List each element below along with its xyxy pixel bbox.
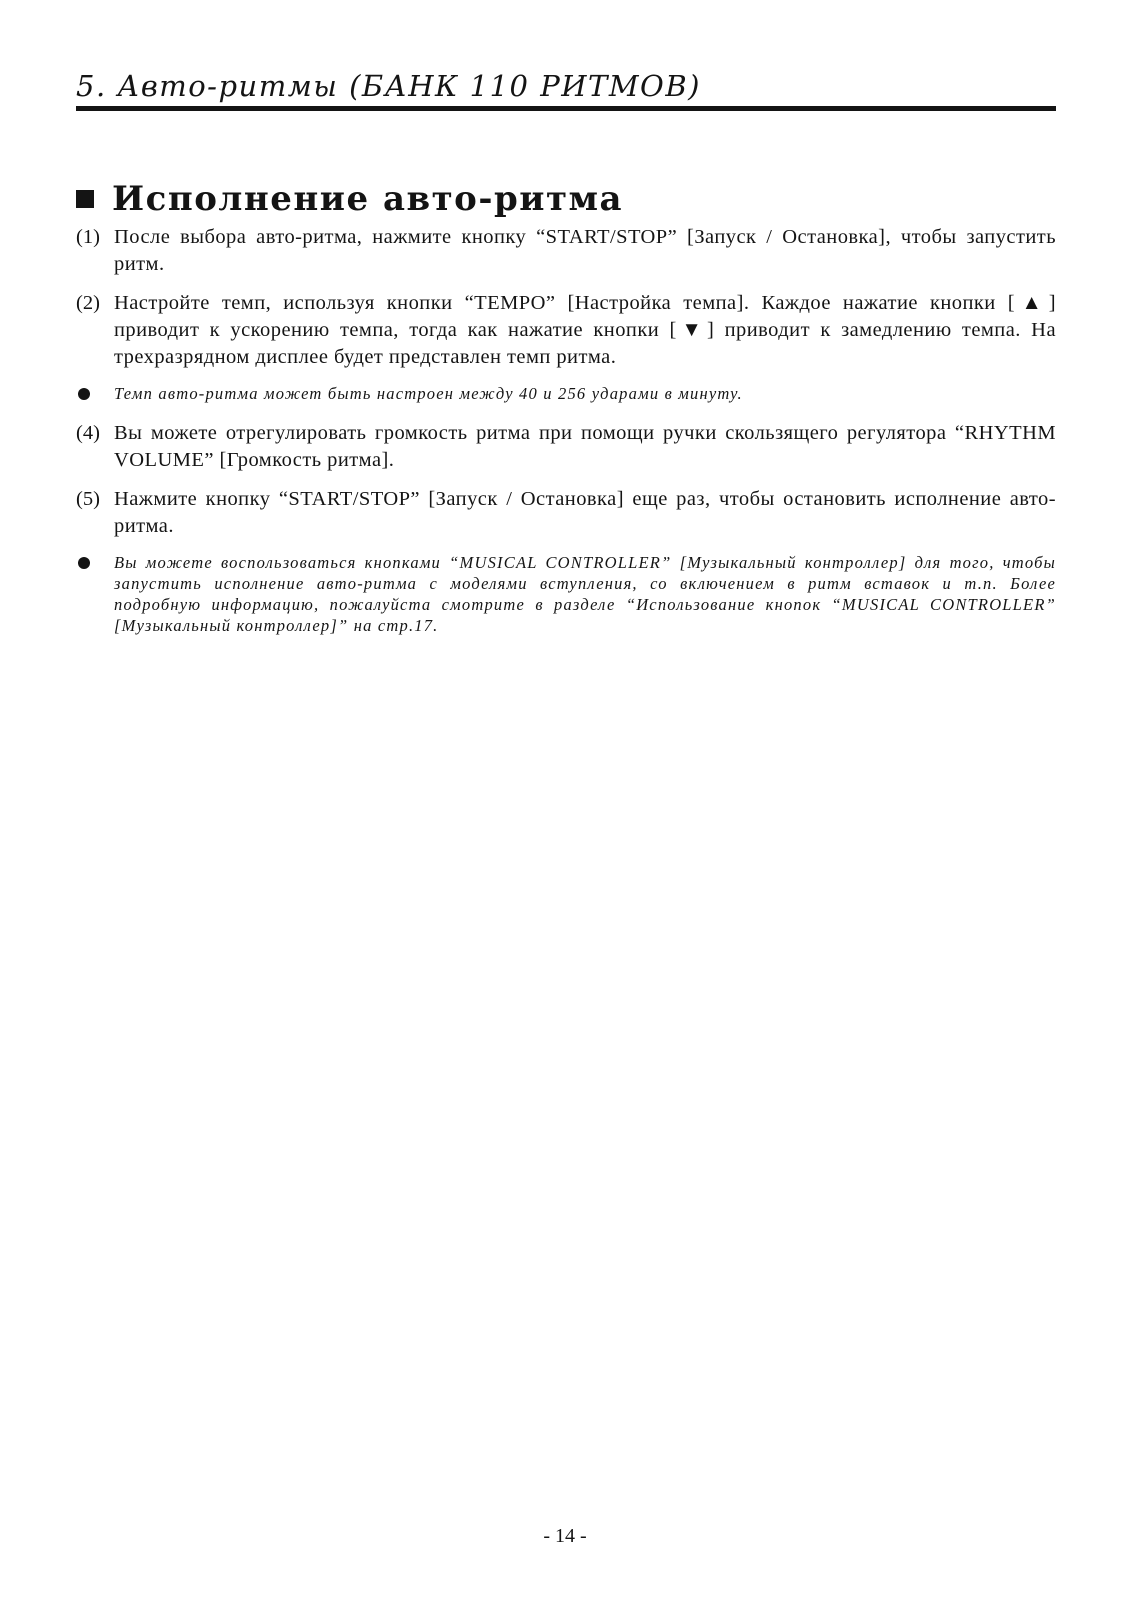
square-bullet-icon bbox=[76, 190, 94, 208]
instructions bbox=[76, 224, 1056, 652]
step-item bbox=[76, 224, 1056, 278]
note-text: Темп авто-ритма может быть настроен между 40 и 256 ударами в минуту. bbox=[114, 384, 743, 403]
step-number: (4) bbox=[76, 422, 100, 444]
page-number: - 14 - bbox=[543, 1525, 587, 1547]
note-item bbox=[76, 383, 1056, 404]
chapter-title: 5. Авто-ритмы (БАНК 110 РИТМОВ) bbox=[76, 69, 701, 103]
step-item bbox=[76, 290, 1056, 371]
chapter-header bbox=[76, 68, 1056, 111]
section-title: Исполнение авто-ритма bbox=[112, 179, 624, 219]
note-text: Вы можете воспользоваться кнопками “MUSICAL CONTROLLER” [Музыкальный контроллер] для того, чтобы запустить исполнение авто-ритма с моделями вступления, со включением в ритм вставок и т.п. Более подробную информацию, пожалуйста смотрите в разделе “Использование кнопок “MUSICAL CONTROLLER” [Музыкальный контроллер]” на стр.17. bbox=[114, 553, 1056, 635]
step-item bbox=[76, 420, 1056, 474]
bullet-dot-icon bbox=[78, 388, 90, 400]
step-item bbox=[76, 486, 1056, 540]
step-text: Настройте темп, используя кнопки “TEMPO” [Настройка темпа]. Каждое нажатие кнопки [▲] приводит к ускорению темпа, тогда как нажатие кнопки [▼] приводит к замедлению темпа. На трехразрядном дисплее будет представлен темп ритма. bbox=[114, 292, 1056, 368]
step-number: (2) bbox=[76, 292, 100, 314]
bullet-dot-icon bbox=[78, 557, 90, 569]
step-number: (5) bbox=[76, 488, 100, 510]
step-text: После выбора авто-ритма, нажмите кнопку “START/STOP” [Запуск / Остановка], чтобы запустить ритм. bbox=[114, 226, 1056, 275]
step-number: (1) bbox=[76, 226, 100, 248]
note-item bbox=[76, 552, 1056, 636]
step-text: Вы можете отрегулировать громкость ритма при помощи ручки скользящего регулятора “RHYTHM VOLUME” [Громкость ритма]. bbox=[114, 422, 1056, 471]
step-text: Нажмите кнопку “START/STOP” [Запуск / Остановка] еще раз, чтобы остановить исполнение авто-ритма. bbox=[114, 488, 1056, 537]
section-heading bbox=[76, 178, 623, 220]
